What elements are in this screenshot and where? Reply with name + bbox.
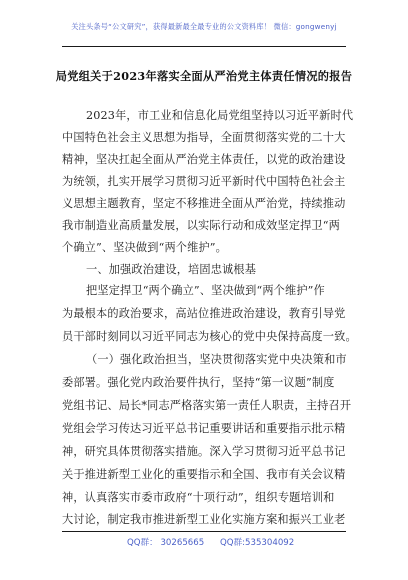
body-line: 精神，坚决扛起全面从严治党主体责任，以党的政治建设 xyxy=(62,153,346,166)
qq-group-1: QQ群： 30265665 xyxy=(127,538,205,548)
body-line: 党组会学习传达习近平总书记重要讲话和重要指示批示精 xyxy=(62,422,346,435)
body-line: 为最根本的政治要求，高站位推进政治建设，教育引导党 xyxy=(62,307,346,320)
body-line: 把坚定捍卫“两个确立”、坚决做到“两个维护”作 xyxy=(86,284,325,297)
body-line: 大讨论，制定我市推进新型工业化实施方案和振兴工业老 xyxy=(62,513,346,526)
body-line: 关于推进新型工业化的重要指示和全国、我市有关会议精 xyxy=(62,468,346,481)
body-line: 党组书记、局长*同志严格落实第一责任人职责，主持召开 xyxy=(62,399,352,412)
body-line: 我市制造业高质量发展，以实际行动和成效坚定捍卫“两 xyxy=(62,219,340,232)
body-line: 2023年，市工业和信息化局党组坚持以习近平新时代 xyxy=(86,109,354,122)
header-divider xyxy=(62,46,346,47)
body-line: 个确立”、坚决做到“两个维护”。 xyxy=(62,241,227,254)
body-line: 神，研究具体贯彻落实措施。深入学习贯彻习近平总书记 xyxy=(62,445,346,458)
body-line: 委部署。强化党内政治要件执行，坚持“第一议题”制度 xyxy=(62,376,335,389)
body-line: 中国特色社会主义思想为指导，全面贯彻落实党的二十大 xyxy=(62,131,346,144)
qq-group-2: QQ群:535304092 xyxy=(220,538,295,548)
section-heading: 一、加强政治建设，培固忠诚根基 xyxy=(86,263,257,276)
document-title: 局党组关于2023年落实全面从严治党主体责任情况的报告 xyxy=(55,69,353,83)
header-banner: 关注头条号“公文研究”，获得最新最全最专业的公文资料库！ 微信：gongwenyj xyxy=(71,22,337,31)
body-line: 义思想主题教育，坚定不移推进全面从严治党，持续推动 xyxy=(62,197,346,210)
footer-divider xyxy=(62,531,346,532)
subsection-heading: （一）强化政治担当，坚决贯彻落实党中央决策和市 xyxy=(86,353,347,366)
body-line: 为统领，扎实开展学习贯彻习近平新时代中国特色社会主 xyxy=(62,175,346,188)
body-line: 员干部时刻同以习近平同志为核心的党中央保持高度一致。 xyxy=(62,330,357,343)
body-line: 神，认真落实市委市政府“十项行动”，组织专题培训和 xyxy=(62,491,335,504)
